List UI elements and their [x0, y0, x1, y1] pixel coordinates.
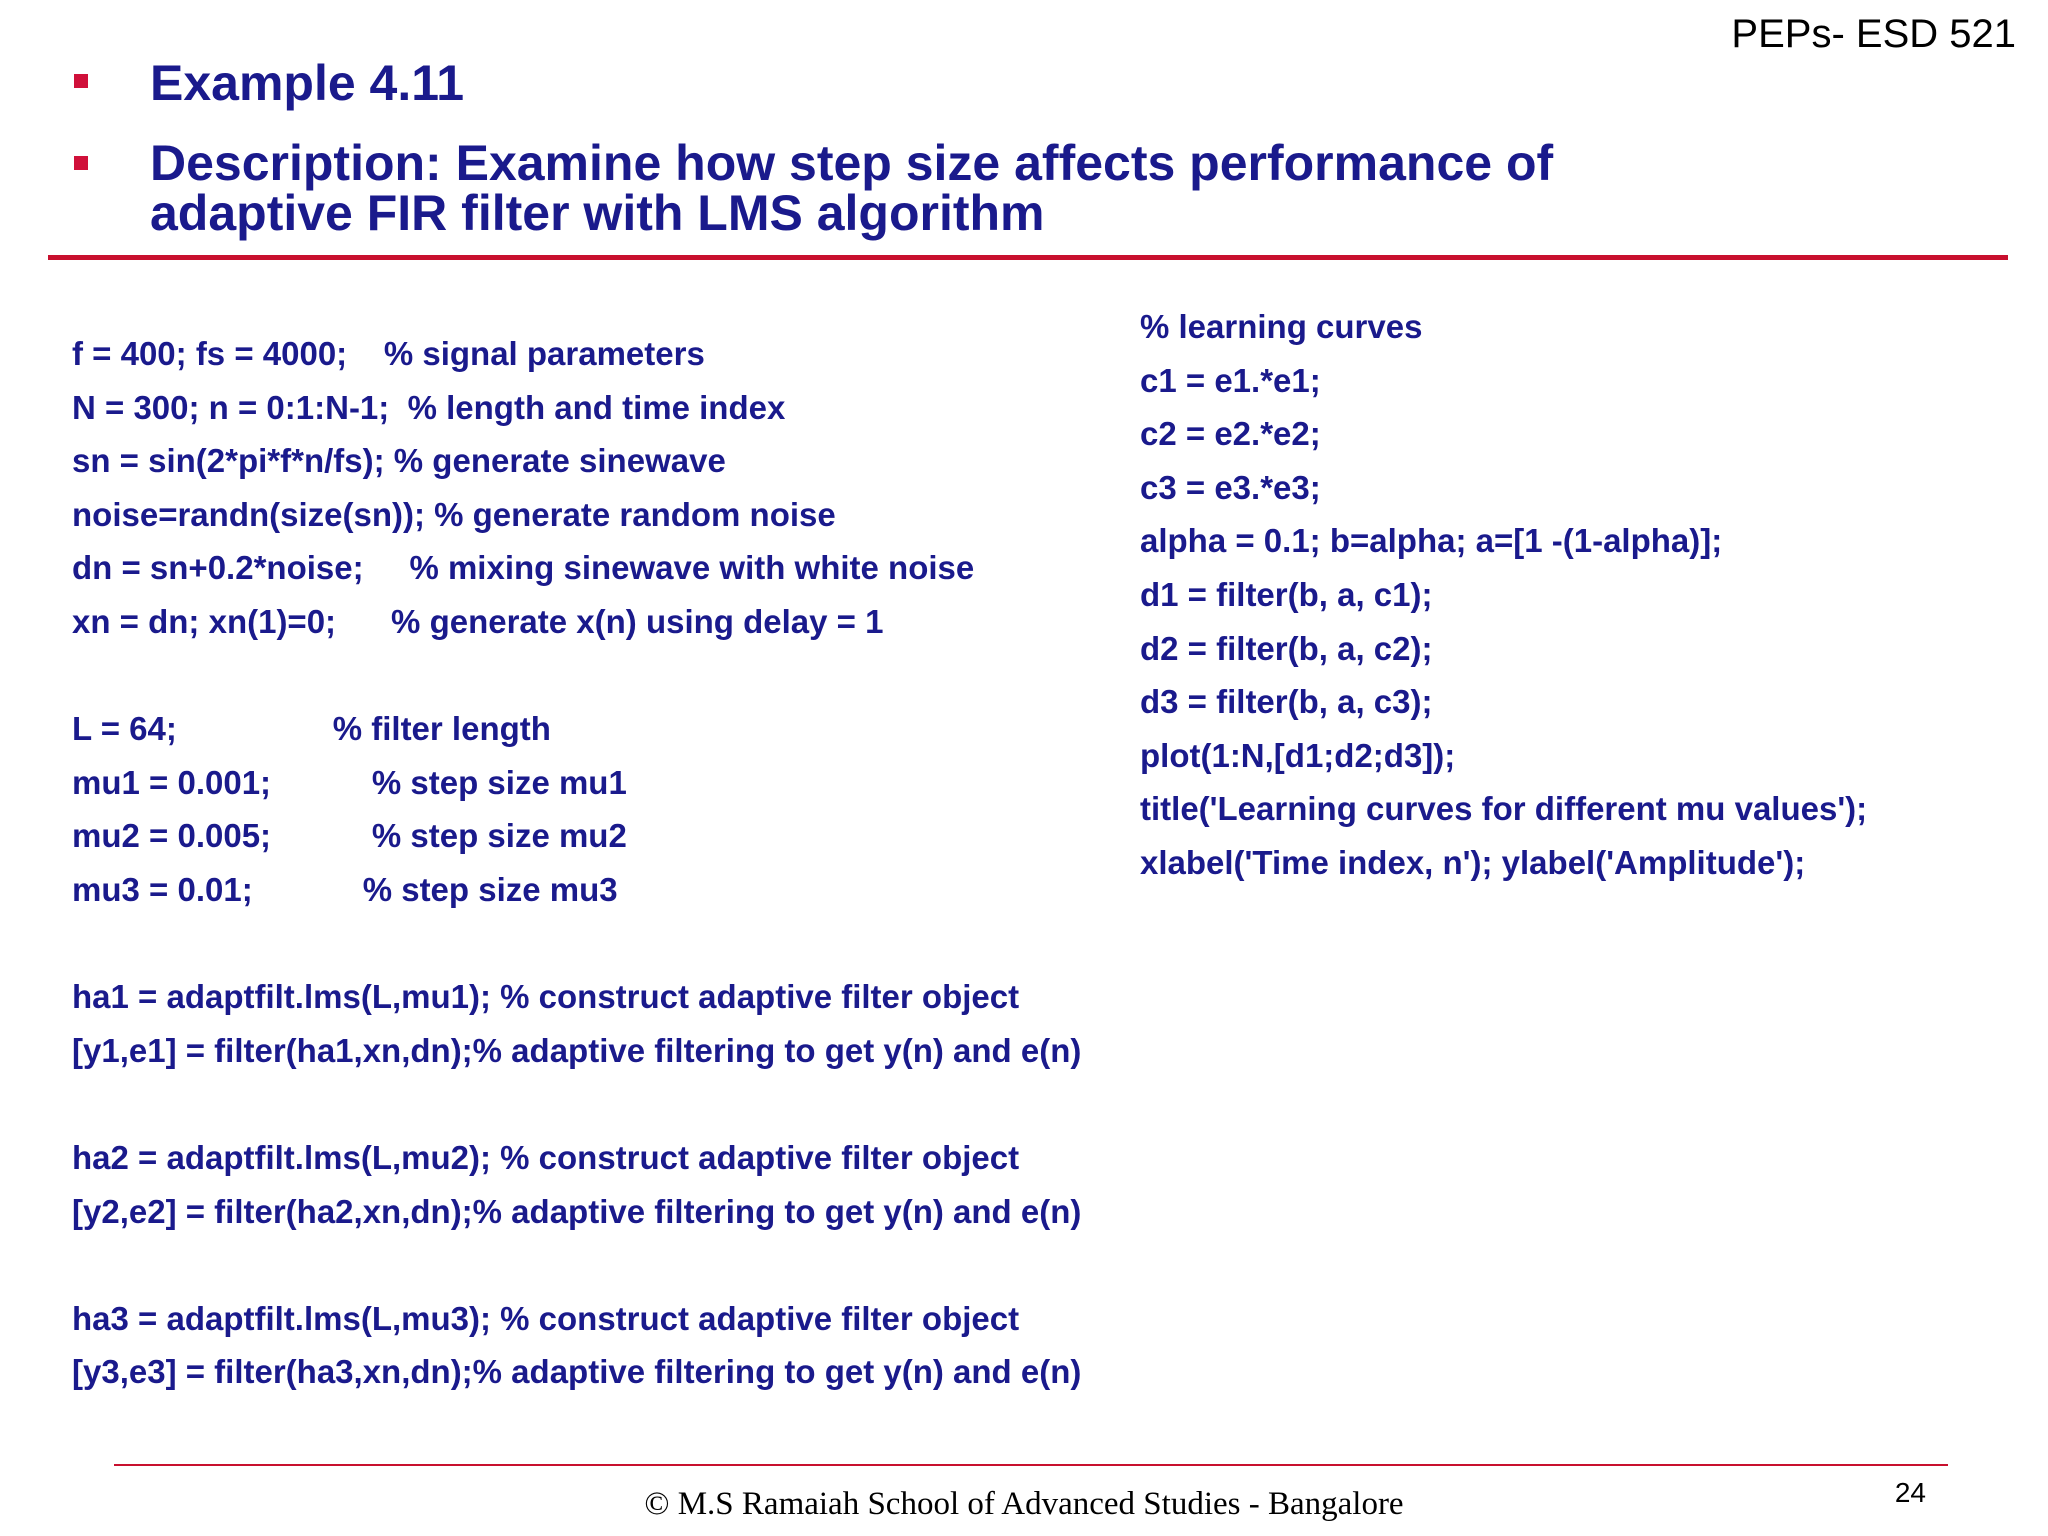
code-line: [y2,e2] = filter(ha2,xn,dn);% adaptive filtering to get y(n) and e(n) [72, 1192, 1082, 1230]
code-line: noise=randn(size(sn)); % generate random noise [72, 495, 836, 533]
code-line: alpha = 0.1; b=alpha; a=[1 -(1-alpha)]; [1140, 522, 1723, 560]
code-line: ha2 = adaptfilt.lms(L,mu2); % construct adaptive filter object [72, 1139, 1020, 1176]
code-line: mu1 = 0.001; % step size mu1 [72, 763, 627, 801]
code-line: mu3 = 0.01; % step size mu3 [72, 871, 618, 908]
code-line: c3 = e3.*e3; [1140, 468, 1321, 506]
code-line: ha1 = adaptfilt.lms(L,mu1); % construct adaptive filter object [72, 978, 1020, 1016]
code-line: c2 = e2.*e2; [1140, 415, 1321, 453]
course-code: PEPs- ESD 521 [1731, 12, 2016, 56]
code-line: [y3,e3] = filter(ha3,xn,dn);% adaptive filtering to get y(n) and e(n) [72, 1353, 1082, 1391]
bullet-example [74, 74, 88, 88]
code-line: % learning curves [1140, 308, 1423, 345]
code-line: d2 = filter(b, a, c2); [1140, 629, 1433, 667]
code-line: xn = dn; xn(1)=0; % generate x(n) using delay = 1 [72, 603, 884, 640]
footer-copyright: © M.S Ramaiah School of Advanced Studies - Bangalore [644, 1486, 1404, 1522]
code-line: dn = sn+0.2*noise; % mixing sinewave with white noise [72, 549, 975, 587]
page-number: 24 [1894, 1477, 1926, 1508]
code-line: [y1,e1] = filter(ha1,xn,dn);% adaptive filtering to get y(n) and e(n) [72, 1031, 1082, 1069]
code-line: d3 = filter(b, a, c3); [1140, 683, 1433, 721]
code-line: title('Learning curves for different mu values'); [1140, 790, 1868, 828]
top-divider [48, 255, 2008, 260]
code-line: xlabel('Time index, n'); ylabel('Amplitude'); [1140, 844, 1806, 881]
description-heading: Description: Examine how step size affects performance of adaptive FIR filter with LMS algorithm [150, 135, 1554, 241]
code-line: f = 400; fs = 4000; % signal parameters [72, 335, 705, 372]
code-line: ha3 = adaptfilt.lms(L,mu3); % construct adaptive filter object [72, 1299, 1020, 1337]
bottom-divider [114, 1464, 1948, 1466]
example-title: Example 4.11 [150, 55, 465, 111]
bullet-description [74, 156, 88, 170]
code-line: c1 = e1.*e1; [1140, 361, 1321, 399]
code-line: plot(1:N,[d1;d2;d3]); [1140, 736, 1456, 774]
code-line: mu2 = 0.005; % step size mu2 [72, 817, 627, 855]
code-line: L = 64; % filter length [72, 710, 551, 748]
code-line: d1 = filter(b, a, c1); [1140, 576, 1433, 613]
code-line: sn = sin(2*pi*f*n/fs); % generate sinewave [72, 442, 726, 480]
code-line: N = 300; n = 0:1:N-1; % length and time index [72, 388, 786, 426]
